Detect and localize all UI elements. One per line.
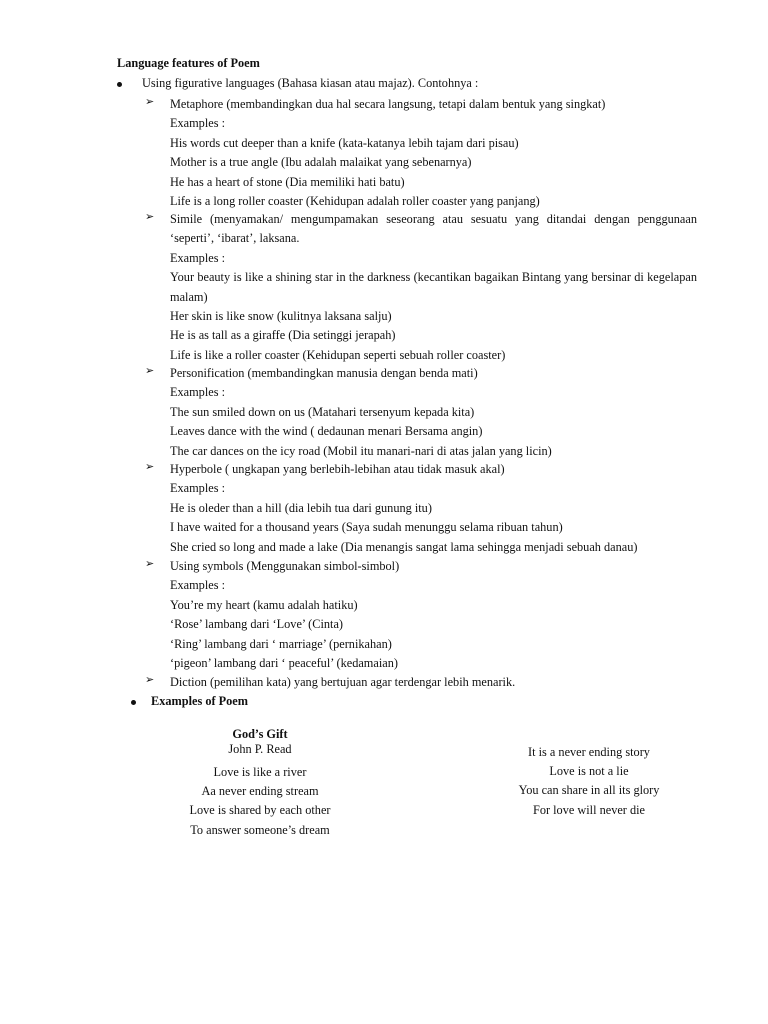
example-line: His words cut deeper than a knife (kata-katanya lebih tajam dari pisau) — [170, 135, 519, 150]
poem-right-column — [489, 743, 689, 820]
examples-label: Examples : — [170, 481, 225, 496]
poem-line: You can share in all its glory — [518, 783, 660, 798]
arrow-bullet-icon: ➢ — [145, 557, 155, 570]
poem-line: For love will never die — [532, 802, 645, 817]
poem-line: To answer someone’s dream — [190, 822, 330, 837]
poem-left-column — [160, 727, 360, 840]
arrow-bullet-icon: ➢ — [145, 364, 155, 377]
example-line: The car dances on the icy road (Mobil itu manari-nari di atas jalan yang licin) — [170, 443, 552, 458]
section-heading: Personification (membandingkan manusia dengan benda mati) — [170, 366, 478, 380]
section-personification — [145, 364, 697, 461]
bullet-dot-icon — [117, 82, 122, 87]
example-line: He has a heart of stone (Dia memiliki hati batu) — [170, 174, 405, 189]
poem-line: Love is like a river — [213, 765, 307, 779]
arrow-bullet-icon: ➢ — [145, 673, 155, 686]
example-line: Mother is a true angle (Ibu adalah malaikat yang sebenarnya) — [170, 155, 472, 170]
example-line: Life is like a roller coaster (Kehidupan seperti sebuah roller coaster) — [170, 347, 506, 362]
section-heading: Hyperbole ( ungkapan yang berlebih-lebihan atau tidak masuk akal) — [170, 462, 505, 476]
example-line: Life is a long roller coaster (Kehidupan adalah roller coaster yang panjang) — [170, 194, 540, 209]
examples-label: Examples : — [170, 250, 225, 265]
example-line: Her skin is like snow (kulitnya laksana salju) — [170, 309, 392, 324]
bullet-dot-icon — [131, 700, 136, 705]
examples-label: Examples : — [170, 385, 225, 400]
section-diction — [145, 673, 697, 692]
document-title: Language features of Poem — [117, 56, 260, 70]
section-hyperbole — [145, 460, 697, 557]
example-line: Leaves dance with the wind ( dedaunan menari Bersama angin) — [170, 424, 483, 439]
section-heading: Diction (pemilihan kata) yang bertujuan agar terdengar lebih menarik. — [170, 675, 516, 689]
arrow-bullet-icon: ➢ — [145, 460, 155, 473]
bullet-text: Examples of Poem — [151, 694, 248, 708]
section-metaphore — [145, 95, 697, 211]
poem-line: It is a never ending story — [528, 745, 650, 759]
poem-line: Love is shared by each other — [189, 803, 331, 818]
example-line: He is oleder than a hill (dia lebih tua dari gunung itu) — [170, 500, 432, 515]
example-line: ‘Rose’ lambang dari ‘Love’ (Cinta) — [170, 617, 344, 632]
poem-line: Aa never ending stream — [201, 784, 319, 799]
example-line: ‘Ring’ lambang dari ‘ marriage’ (pernikahan) — [170, 636, 392, 651]
section-heading: Simile (menyamakan/ mengumpamakan seseorang atau sesuatu yang ditandai dengan penggunaan ‘seperti’, ‘ibarat’, laksana. — [170, 212, 697, 246]
bullet-text: Using figurative languages (Bahasa kiasan atau majaz). Contohnya : — [142, 76, 479, 90]
section-symbols — [145, 557, 697, 673]
example-line: He is as tall as a giraffe (Dia setinggi jerapah) — [170, 328, 396, 343]
arrow-bullet-icon: ➢ — [145, 210, 155, 223]
poem-author: John P. Read — [228, 742, 292, 756]
section-simile — [145, 210, 697, 365]
arrow-bullet-icon: ➢ — [145, 95, 155, 108]
example-line: ‘pigeon’ lambang dari ‘ peaceful’ (kedamaian) — [170, 656, 398, 671]
example-line: She cried so long and made a lake (Dia menangis sangat lama sehingga menjadi sebuah danau) — [170, 539, 638, 554]
section-heading: Metaphore (membandingkan dua hal secara langsung, tetapi dalam bentuk yang singkat) — [170, 97, 606, 111]
example-line: The sun smiled down on us (Matahari tersenyum kepada kita) — [170, 404, 475, 419]
example-line: You’re my heart (kamu adalah hatiku) — [170, 597, 358, 612]
examples-label: Examples : — [170, 578, 225, 593]
section-heading: Using symbols (Menggunakan simbol-simbol) — [170, 559, 400, 573]
poem-title: God’s Gift — [232, 727, 288, 741]
examples-label: Examples : — [170, 116, 225, 131]
example-line: Your beauty is like a shining star in the darkness (kecantikan bagaikan Bintang yang bersinar di kegelapan malam) — [170, 270, 697, 304]
poem-line: Love is not a lie — [549, 764, 629, 779]
example-line: I have waited for a thousand years (Saya sudah menunggu selama ribuan tahun) — [170, 520, 563, 535]
